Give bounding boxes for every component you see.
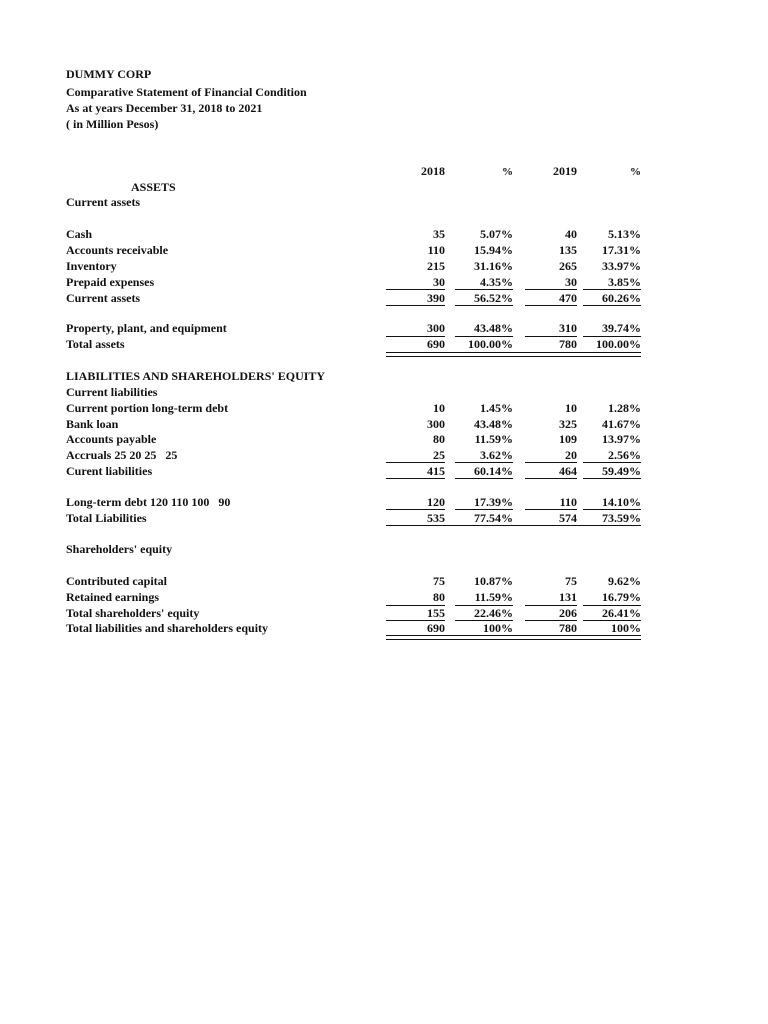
total-equity-2018-value: 155 xyxy=(427,606,445,620)
total-liab-2019-percent: 73.59% xyxy=(602,511,641,525)
cl-total-2019-percent: 59.49% xyxy=(602,464,641,478)
section-liabilities-equity: LIABILITIES AND SHAREHOLDERS' EQUITY xyxy=(66,369,326,383)
row-label-total-assets: Total assets xyxy=(66,337,125,351)
bank-loan-2019-percent: 41.67% xyxy=(602,417,641,431)
bank-loan-2019-value: 325 xyxy=(559,417,577,431)
cpltd-2019-value: 10 xyxy=(565,401,577,415)
retained-2019-value: 131 xyxy=(559,590,577,604)
bank-loan-2018-percent: 43.48% xyxy=(474,417,513,431)
ppe-2019-value: 310 xyxy=(559,321,577,335)
total-rule xyxy=(386,525,641,526)
row-label-bank-loan: Bank loan xyxy=(66,417,119,431)
total-equity-2019-value: 206 xyxy=(559,606,577,620)
subtotal-rule xyxy=(455,289,513,290)
subtotal-rule xyxy=(583,462,641,463)
cash-2018-percent: 5.07% xyxy=(480,227,513,241)
ppe-2018-percent: 43.48% xyxy=(474,321,513,335)
ca-total-2018-value: 390 xyxy=(427,291,445,305)
total-le-2019-value: 780 xyxy=(559,621,577,635)
ar-2018-percent: 15.94% xyxy=(474,243,513,257)
row-label-contributed-capital: Contributed capital xyxy=(66,574,168,588)
total-liab-2018-value: 535 xyxy=(427,511,445,525)
cash-2019-value: 40 xyxy=(565,227,577,241)
contrib-2018-value: 75 xyxy=(433,574,445,588)
prepaid-2018-value: 30 xyxy=(433,275,445,289)
statement-title: Comparative Statement of Financial Condition xyxy=(66,85,307,99)
section-current-assets: Current assets xyxy=(66,195,141,209)
accruals-2019-value: 20 xyxy=(565,448,577,462)
column-header-2018: 2018 xyxy=(421,164,445,178)
inventory-2019-value: 265 xyxy=(559,259,577,273)
subtotal-rule xyxy=(583,305,641,306)
retained-2019-percent: 16.79% xyxy=(602,590,641,604)
subtotal-rule xyxy=(386,289,445,290)
statement-period: As at years December 31, 2018 to 2021 xyxy=(66,101,263,115)
subtotal-rule xyxy=(386,509,445,510)
ca-total-2018-percent: 56.52% xyxy=(474,291,513,305)
subtotal-rule xyxy=(386,478,445,479)
prepaid-2019-percent: 3.85% xyxy=(608,275,641,289)
subtotal-rule xyxy=(583,509,641,510)
row-label-accounts-receivable: Accounts receivable xyxy=(66,243,169,257)
subtotal-rule xyxy=(525,305,577,306)
total-assets-2018-value: 690 xyxy=(427,337,445,351)
total-liab-2018-percent: 77.54% xyxy=(474,511,513,525)
row-label-total-equity: Total shareholders' equity xyxy=(66,606,200,620)
retained-2018-percent: 11.59% xyxy=(474,590,513,604)
double-total-rule xyxy=(386,352,641,357)
subtotal-rule xyxy=(525,462,577,463)
accruals-2019-percent: 2.56% xyxy=(608,448,641,462)
ap-2019-value: 109 xyxy=(559,432,577,446)
row-label-current-liabilities-total: Curent liabilities xyxy=(66,464,153,478)
row-label-retained-earnings: Retained earnings xyxy=(66,590,159,604)
ppe-2019-percent: 39.74% xyxy=(602,321,641,335)
retained-2018-value: 80 xyxy=(433,590,445,604)
cpltd-2018-value: 10 xyxy=(433,401,445,415)
total-equity-2018-percent: 22.46% xyxy=(474,606,513,620)
row-label-cash: Cash xyxy=(66,227,93,241)
row-label-total-liabilities: Total Liabilities xyxy=(66,511,147,525)
ppe-2018-value: 300 xyxy=(427,321,445,335)
inventory-2018-value: 215 xyxy=(427,259,445,273)
column-header-percent-2018: % xyxy=(502,166,513,178)
contrib-2018-percent: 10.87% xyxy=(474,574,513,588)
ap-2019-percent: 13.97% xyxy=(602,432,641,446)
total-assets-2019-percent: 100.00% xyxy=(596,337,641,351)
company-name: DUMMY CORP xyxy=(66,67,152,81)
row-label-total-liabilities-equity: Total liabilities and shareholders equity xyxy=(66,621,269,635)
row-label-inventory: Inventory xyxy=(66,259,117,273)
ar-2018-value: 110 xyxy=(427,243,445,257)
row-label-accounts-payable: Accounts payable xyxy=(66,432,157,446)
total-assets-2018-percent: 100.00% xyxy=(468,337,513,351)
inventory-2018-percent: 31.16% xyxy=(474,259,513,273)
subtotal-rule xyxy=(386,462,445,463)
subtotal-rule xyxy=(525,289,577,290)
bank-loan-2018-value: 300 xyxy=(427,417,445,431)
ar-2019-value: 135 xyxy=(559,243,577,257)
inventory-2019-percent: 33.97% xyxy=(602,259,641,273)
total-le-2018-percent: 100% xyxy=(483,621,513,635)
cpltd-2019-percent: 1.28% xyxy=(608,401,641,415)
row-label-current-portion-ltd: Current portion long-term debt xyxy=(66,401,229,415)
row-label-prepaid-expenses: Prepaid expenses xyxy=(66,275,155,289)
total-assets-2019-value: 780 xyxy=(559,337,577,351)
total-le-2019-percent: 100% xyxy=(611,621,641,635)
ar-2019-percent: 17.31% xyxy=(602,243,641,257)
total-equity-2019-percent: 26.41% xyxy=(602,606,641,620)
cl-total-2018-percent: 60.14% xyxy=(474,464,513,478)
prepaid-2019-value: 30 xyxy=(565,275,577,289)
accruals-2018-value: 25 xyxy=(433,448,445,462)
subtotal-rule xyxy=(583,478,641,479)
subtotal-rule xyxy=(455,462,513,463)
section-assets: ASSETS xyxy=(131,180,176,194)
ltd-2018-value: 120 xyxy=(427,495,445,509)
row-label-current-assets-total: Current assets xyxy=(66,291,141,305)
double-total-rule xyxy=(386,635,641,640)
ca-total-2019-percent: 60.26% xyxy=(602,291,641,305)
section-current-liabilities: Current liabilities xyxy=(66,385,158,399)
cl-total-2018-value: 415 xyxy=(427,464,445,478)
contrib-2019-value: 75 xyxy=(565,574,577,588)
contrib-2019-percent: 9.62% xyxy=(608,574,641,588)
subtotal-rule xyxy=(455,509,513,510)
total-liab-2019-value: 574 xyxy=(559,511,577,525)
column-header-2019: 2019 xyxy=(553,164,577,178)
subtotal-rule xyxy=(455,478,513,479)
ca-total-2019-value: 470 xyxy=(559,291,577,305)
row-label-long-term-debt: Long-term debt 120 110 100 90 xyxy=(66,495,231,509)
ap-2018-percent: 11.59% xyxy=(474,432,513,446)
column-header-percent-2019: % xyxy=(630,166,641,178)
section-shareholders-equity: Shareholders' equity xyxy=(66,542,173,556)
statement-unit: ( in Million Pesos) xyxy=(66,117,159,131)
cash-2018-value: 35 xyxy=(433,227,445,241)
subtotal-rule xyxy=(525,509,577,510)
ap-2018-value: 80 xyxy=(433,432,445,446)
cash-2019-percent: 5.13% xyxy=(608,227,641,241)
cpltd-2018-percent: 1.45% xyxy=(480,401,513,415)
prepaid-2018-percent: 4.35% xyxy=(480,275,513,289)
row-label-accruals: Accruals 25 20 25 25 xyxy=(66,448,178,462)
total-le-2018-value: 690 xyxy=(427,621,445,635)
subtotal-rule xyxy=(386,305,445,306)
ltd-2019-value: 110 xyxy=(559,495,577,509)
subtotal-rule xyxy=(455,305,513,306)
ltd-2019-percent: 14.10% xyxy=(602,495,641,509)
row-label-ppe: Property, plant, and equipment xyxy=(66,321,227,335)
ltd-2018-percent: 17.39% xyxy=(474,495,513,509)
subtotal-rule xyxy=(525,478,577,479)
subtotal-rule xyxy=(583,289,641,290)
accruals-2018-percent: 3.62% xyxy=(480,448,513,462)
cl-total-2019-value: 464 xyxy=(559,464,577,478)
